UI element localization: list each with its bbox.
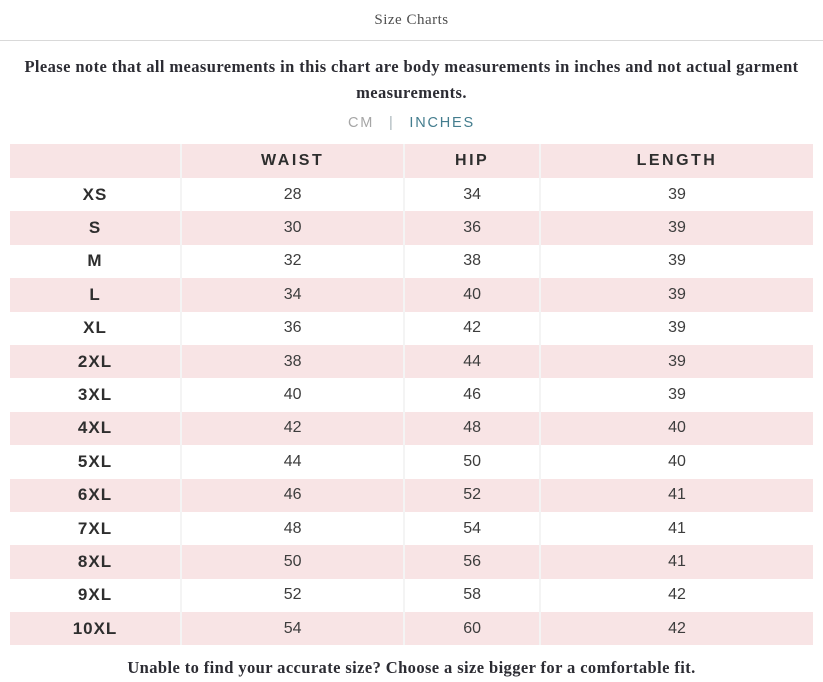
waist-value: 44 (181, 445, 404, 478)
waist-value: 42 (181, 412, 404, 445)
unit-inches-button[interactable]: INCHES (409, 115, 475, 131)
size-label: 8XL (77, 551, 113, 571)
length-value: 39 (540, 211, 813, 244)
hip-value: 38 (404, 245, 540, 278)
hip-value: 56 (404, 545, 540, 578)
size-label: 6XL (77, 485, 113, 505)
size-label: M (87, 251, 103, 271)
col-header-size (10, 144, 181, 178)
length-value: 40 (540, 445, 813, 478)
length-value: 39 (540, 178, 813, 211)
table-row (10, 245, 813, 278)
waist-value: 52 (181, 579, 404, 612)
table-row (10, 378, 813, 411)
size-label: 10XL (72, 618, 118, 638)
page-title: Size Charts (374, 12, 449, 28)
waist-value: 48 (181, 512, 404, 545)
waist-value: 38 (181, 345, 404, 378)
hip-value: 44 (404, 345, 540, 378)
col-header-hip: HIP (404, 144, 540, 178)
waist-value: 46 (181, 479, 404, 512)
waist-value: 54 (181, 612, 404, 645)
waist-value: 30 (181, 211, 404, 244)
size-label: XS (82, 184, 108, 204)
table-row (10, 579, 813, 612)
size-label: 5XL (77, 451, 113, 471)
table-row (10, 211, 813, 244)
table-body (10, 178, 813, 645)
length-value: 42 (540, 612, 813, 645)
waist-value: 36 (181, 312, 404, 345)
waist-value: 32 (181, 245, 404, 278)
length-value: 40 (540, 412, 813, 445)
hip-value: 42 (404, 312, 540, 345)
length-value: 41 (540, 479, 813, 512)
col-header-length: LENGTH (540, 144, 813, 178)
measurement-note: Please note that all measurements in this chart are body measurements in inches and not actual garment measurements. (24, 57, 799, 102)
hip-value: 60 (404, 612, 540, 645)
table-row (10, 479, 813, 512)
hip-value: 58 (404, 579, 540, 612)
hip-value: 48 (404, 412, 540, 445)
hip-value: 52 (404, 479, 540, 512)
unit-cm-button[interactable]: CM (347, 115, 375, 131)
size-label: L (89, 284, 101, 304)
fit-tip: Unable to find your accurate size? Choose a size bigger for a comfortable fit. (127, 658, 696, 678)
hip-value: 46 (404, 378, 540, 411)
table-row (10, 512, 813, 545)
unit-toggle (0, 115, 823, 131)
unit-separator: | (388, 115, 395, 131)
hip-value: 40 (404, 278, 540, 311)
table-row (10, 545, 813, 578)
length-value: 42 (540, 579, 813, 612)
size-chart-table (10, 144, 813, 645)
table-row (10, 412, 813, 445)
table-row (10, 345, 813, 378)
table-row (10, 312, 813, 345)
size-label: S (88, 218, 102, 238)
size-label: 3XL (77, 385, 113, 405)
hip-value: 54 (404, 512, 540, 545)
length-value: 39 (540, 245, 813, 278)
table-row (10, 612, 813, 645)
length-value: 39 (540, 312, 813, 345)
table-header (10, 144, 813, 178)
size-label: XL (83, 318, 107, 338)
waist-value: 28 (181, 178, 404, 211)
waist-value: 40 (181, 378, 404, 411)
header (0, 0, 823, 41)
length-value: 39 (540, 378, 813, 411)
hip-value: 34 (404, 178, 540, 211)
table-row (10, 445, 813, 478)
length-value: 39 (540, 278, 813, 311)
length-value: 41 (540, 545, 813, 578)
length-value: 41 (540, 512, 813, 545)
hip-value: 36 (404, 211, 540, 244)
size-label: 4XL (77, 418, 113, 438)
hip-value: 50 (404, 445, 540, 478)
waist-value: 50 (181, 545, 404, 578)
col-header-waist: WAIST (181, 144, 404, 178)
table-row (10, 278, 813, 311)
size-label: 9XL (77, 585, 113, 605)
length-value: 39 (540, 345, 813, 378)
waist-value: 34 (181, 278, 404, 311)
size-label: 2XL (77, 351, 113, 371)
size-label: 7XL (77, 518, 113, 538)
table-header-row (10, 144, 813, 178)
table-row (10, 178, 813, 211)
